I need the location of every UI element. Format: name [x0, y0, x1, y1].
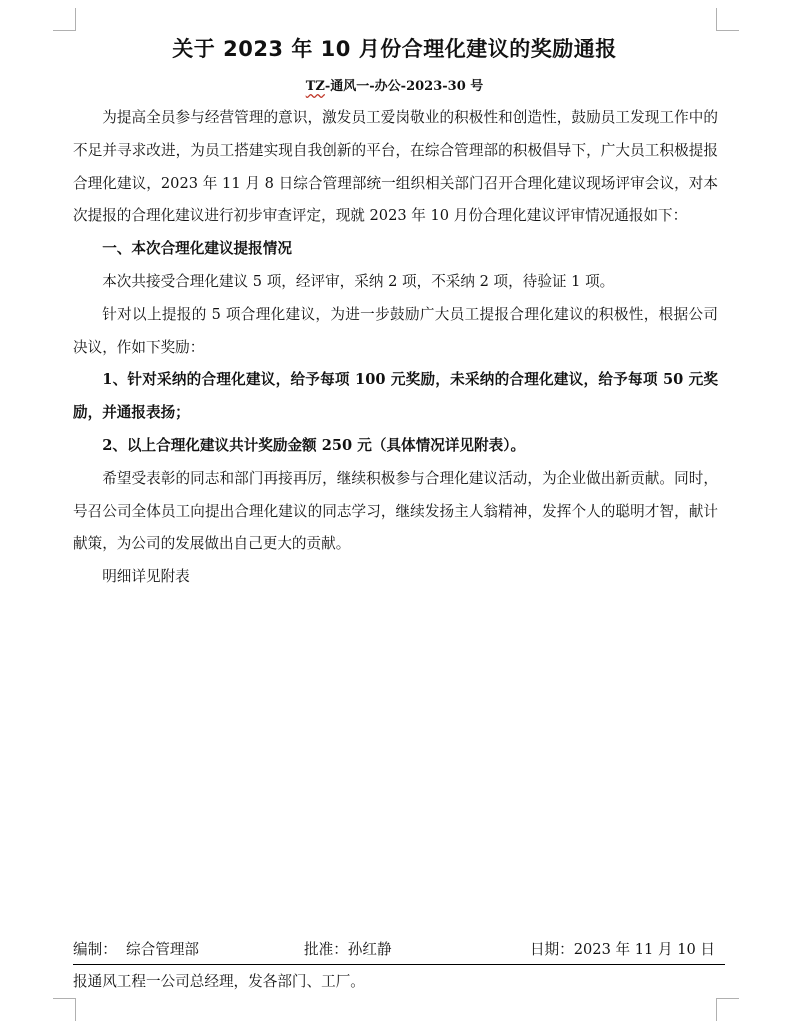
editor-field: 编制： 综合管理部 [73, 941, 200, 958]
closing-paragraph: 希望受表彰的同志和部门再接再厉，继续积极参与合理化建议活动，为企业做出新贡献。同时，号召公司全体员工向提出合理化建议的同志学习，继续发扬主人翁精神，发挥个人的聪明才智，献计献策，为公司的发展做出自己更大的贡献。 [73, 469, 718, 553]
page-corner-mark [53, 998, 76, 1021]
doc-number-rest: -通风一-办公-2023-30 号 [324, 79, 484, 94]
signature-line [73, 938, 725, 965]
document-body [73, 102, 718, 594]
page-corner-mark [716, 998, 739, 1021]
reward-intro-paragraph: 针对以上提报的 5 项合理化建议，为进一步鼓励广大员工提报合理化建议的积极性，根据公司决议，作如下奖励： [73, 305, 718, 356]
attachment-note: 明细详见附表 [102, 568, 190, 586]
page-corner-mark [716, 8, 739, 31]
intro-paragraph: 为提高全员参与经营管理的意识，激发员工爱岗敬业的积极性和创造性，鼓励员工发现工作中的不足并寻求改进，为员工搭建实现自我创新的平台，在综合管理部的积极倡导下，广大员工积极提报合理化建议，2023 年 11 月 8 日综合管理部统一组织相关部门召开合理化建议现场评审会议，对本次提报的合理化建议进行初步审查评定，现就 2023 年 10 月份合理化建议评审情况通报如下： [73, 109, 718, 225]
summary-paragraph: 本次共接受合理化建议 5 项，经评审，采纳 2 项，不采纳 2 项，待验证 1 项。 [102, 272, 615, 290]
page-corner-mark [53, 8, 76, 31]
doc-number-prefix: TZ [305, 79, 325, 94]
reward-item-2: 2、以上合理化建议共计奖励金额 250 元（具体情况详见附表）。 [102, 436, 526, 454]
document-number [0, 75, 789, 94]
distribution-line: 报通风工程一公司总经理，发各部门、工厂。 [73, 973, 365, 990]
section-heading: 一、本次合理化建议提报情况 [102, 240, 292, 258]
reward-item-1: 1、针对采纳的合理化建议，给予每项 100 元奖励，未采纳的合理化建议，给予每项 50 元奖励，并通报表扬； [73, 371, 718, 422]
document-title: 关于 2023 年 10 月份合理化建议的奖励通报 [172, 37, 617, 61]
approver-field: 批准：孙红静 [304, 941, 392, 958]
date-field: 日期：2023 年 11 月 10 日 [529, 941, 715, 958]
